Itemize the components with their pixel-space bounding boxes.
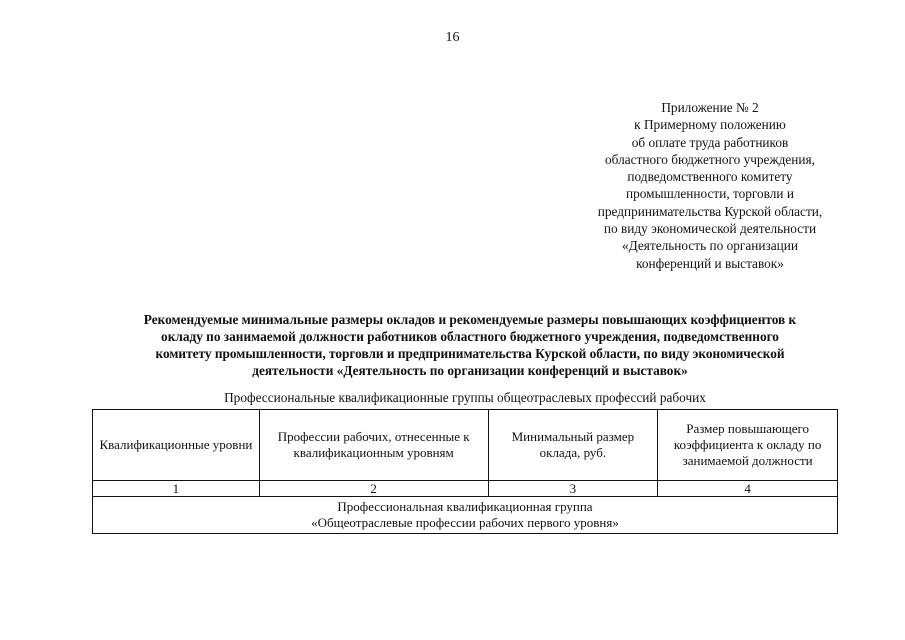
appendix-line: промышленности, торговли и bbox=[626, 186, 794, 202]
table-caption: Профессиональные квалификационные группы общеотраслевых профессий рабочих bbox=[224, 390, 706, 405]
column-number-cell: 2 bbox=[259, 481, 488, 497]
salary-table bbox=[92, 409, 838, 534]
appendix-line: об оплате труда работников bbox=[631, 134, 789, 150]
table-header-row bbox=[93, 410, 838, 481]
appendix-line: «Деятельность по организации bbox=[622, 238, 798, 254]
appendix-line: областного бюджетного учреждения, bbox=[605, 151, 815, 167]
group-row-line: «Общеотраслевые профессии рабочих первого уровня» bbox=[311, 515, 619, 530]
column-number-cell: 4 bbox=[658, 481, 838, 497]
appendix-line: по виду экономической деятельности bbox=[603, 221, 817, 237]
appendix-line: подведомственного комитету bbox=[627, 169, 793, 185]
page-number: 16 bbox=[445, 30, 460, 45]
group-row-line: Профессиональная квалификационная группа bbox=[337, 499, 593, 514]
document-title bbox=[85, 311, 855, 379]
appendix-line: конференций и выставок» bbox=[636, 255, 784, 271]
group-row bbox=[93, 497, 838, 534]
appendix-line: к Примерному положению bbox=[634, 117, 786, 133]
appendix-line: Приложение № 2 bbox=[661, 100, 759, 115]
header-cell-professions: Профессии рабочих, отнесенные к квалификационным уровням bbox=[259, 410, 488, 481]
title-line: Рекомендуемые минимальные размеры окладов и рекомендуемые размеры повышающих коэффициентов к bbox=[143, 312, 797, 327]
header-cell-minimum-salary: Минимальный размер оклада, руб. bbox=[488, 410, 658, 481]
header-cell-qualification-levels: Квалификационные уровни bbox=[93, 410, 260, 481]
group-row-cell bbox=[93, 497, 838, 534]
column-number-row bbox=[93, 481, 838, 497]
title-line: комитету промышленности, торговли и предпринимательства Курской области, по виду экономической bbox=[155, 346, 785, 361]
title-line: деятельности «Деятельность по организации конференций и выставок» bbox=[252, 363, 688, 378]
appendix-block bbox=[560, 99, 860, 272]
title-line: окладу по занимаемой должности работников областного бюджетного учреждения, подведомственного bbox=[161, 329, 779, 344]
header-cell-coefficient: Размер повышающего коэффициента к окладу по занимаемой должности bbox=[658, 410, 838, 481]
appendix-line: предпринимательства Курской области, bbox=[597, 203, 823, 219]
column-number-cell: 1 bbox=[93, 481, 260, 497]
column-number-cell: 3 bbox=[488, 481, 658, 497]
